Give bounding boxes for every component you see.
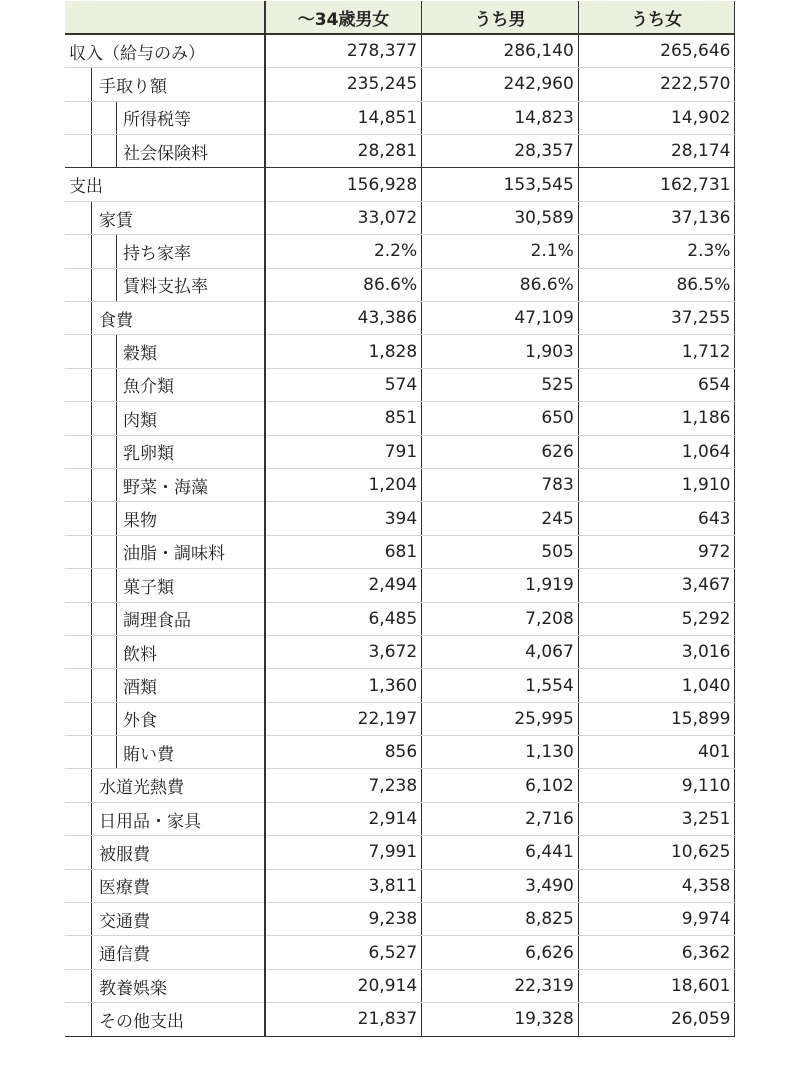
group-guide-line [91,769,92,802]
table-row [65,569,735,602]
value-cell-total[interactable]: 681 [265,535,422,568]
value-cell-female[interactable]: 14,902 [578,101,735,134]
row-label-cell[interactable] [65,669,265,702]
row-label: 日用品・家具 [99,811,201,832]
value-cell-female[interactable]: 643 [578,502,735,535]
table-row [65,936,735,969]
table-row [65,268,735,301]
group-guide-line [91,736,92,769]
value-cell-male[interactable]: 650 [422,402,579,435]
value-cell-female[interactable]: 1,040 [578,669,735,702]
value-cell-male[interactable]: 626 [422,435,579,468]
table-row [65,535,735,568]
value-cell-male[interactable]: 4,067 [422,635,579,668]
row-label-cell[interactable] [65,635,265,668]
value-cell-male[interactable]: 286,140 [422,34,579,67]
group-guide-line [91,903,92,936]
table-row [65,468,735,501]
value-cell-total[interactable]: 1,828 [265,335,422,368]
spreadsheet [65,1,735,1037]
value-cell-female[interactable]: 3,467 [578,569,735,602]
row-label: 教養娯楽 [99,978,167,999]
row-label-cell[interactable] [65,335,265,368]
value-cell-female[interactable]: 972 [578,535,735,568]
value-cell-total[interactable]: 851 [265,402,422,435]
header-row [65,1,735,34]
table-row [65,1003,735,1036]
value-cell-male[interactable]: 25,995 [422,702,579,735]
table-row [65,669,735,702]
table-row [65,168,735,201]
header-male[interactable]: うち男 [422,1,579,34]
value-cell-male[interactable]: 783 [422,468,579,501]
subgroup-guide-line [116,703,117,736]
row-label-cell[interactable] [65,201,265,234]
value-cell-total[interactable]: 14,851 [265,101,422,134]
value-cell-male[interactable]: 22,319 [422,969,579,1002]
row-label-cell[interactable] [65,168,265,201]
value-cell-female[interactable]: 26,059 [578,1003,735,1036]
row-label-cell[interactable] [65,101,265,134]
row-label-cell[interactable] [65,368,265,401]
value-cell-total[interactable]: 1,360 [265,669,422,702]
value-cell-total[interactable]: 1,204 [265,468,422,501]
value-cell-female[interactable]: 222,570 [578,68,735,101]
row-label-cell[interactable] [65,68,265,101]
value-cell-total[interactable]: 394 [265,502,422,535]
subgroup-guide-line [116,436,117,469]
value-cell-female[interactable]: 37,136 [578,201,735,234]
subgroup-guide-line [116,502,117,535]
value-cell-total[interactable]: 574 [265,368,422,401]
subgroup-guide-line [116,736,117,769]
group-guide-line [91,235,92,268]
subgroup-guide-line [116,135,117,168]
table-row [65,502,735,535]
group-guide-line [91,703,92,736]
group-guide-line [91,970,92,1003]
row-label-cell[interactable] [65,969,265,1002]
value-cell-total[interactable]: 20,914 [265,969,422,1002]
value-cell-female[interactable]: 9,974 [578,903,735,936]
value-cell-female[interactable]: 3,016 [578,635,735,668]
header-corner-cell[interactable] [65,1,265,34]
group-guide-line [91,502,92,535]
value-cell-male[interactable]: 525 [422,368,579,401]
value-cell-total[interactable]: 3,672 [265,635,422,668]
value-cell-total[interactable]: 21,837 [265,1003,422,1036]
value-cell-total[interactable]: 2,494 [265,569,422,602]
row-label: 所得税等 [123,110,191,131]
value-cell-total[interactable]: 86.6% [265,268,422,301]
value-cell-male[interactable]: 1,130 [422,736,579,769]
value-cell-total[interactable]: 2.2% [265,235,422,268]
value-cell-total[interactable]: 7,991 [265,836,422,869]
subgroup-guide-line [116,669,117,702]
header-female[interactable]: うち女 [578,1,735,34]
table-row [65,635,735,668]
row-label: 酒類 [123,678,157,698]
table-row [65,335,735,368]
value-cell-total[interactable]: 9,238 [265,903,422,936]
row-label-cell[interactable] [65,836,265,869]
value-cell-male[interactable]: 19,328 [422,1003,579,1036]
row-label-cell[interactable] [65,34,265,67]
subgroup-guide-line [116,102,117,135]
row-label: 賃料支払率 [123,277,208,298]
row-label-cell[interactable] [65,268,265,301]
subgroup-guide-line [116,536,117,569]
table-row [65,101,735,134]
value-cell-male[interactable]: 7,208 [422,602,579,635]
row-label-cell[interactable] [65,468,265,501]
value-cell-female[interactable]: 3,251 [578,802,735,835]
table-row [65,34,735,67]
row-label: 社会保険料 [123,143,208,164]
value-cell-male[interactable]: 28,357 [422,135,579,168]
row-label: 菓子類 [123,577,174,598]
group-guide-line [91,1003,92,1036]
row-label: 肉類 [123,410,157,431]
value-cell-male[interactable]: 1,919 [422,569,579,602]
value-cell-total[interactable]: 235,245 [265,68,422,101]
subgroup-guide-line [116,235,117,268]
value-cell-female[interactable]: 6,362 [578,936,735,969]
subgroup-guide-line [116,603,117,636]
row-label-cell[interactable] [65,736,265,769]
value-cell-total[interactable]: 156,928 [265,168,422,201]
row-label-cell[interactable] [65,535,265,568]
value-cell-total[interactable]: 3,811 [265,869,422,902]
value-cell-male[interactable]: 30,589 [422,201,579,234]
group-guide-line [91,803,92,836]
value-cell-female[interactable]: 4,358 [578,869,735,902]
group-guide-line [91,436,92,469]
value-cell-male[interactable]: 3,490 [422,869,579,902]
value-cell-total[interactable]: 28,281 [265,135,422,168]
table-row [65,836,735,869]
table-row [65,68,735,101]
value-cell-female[interactable]: 5,292 [578,602,735,635]
table-row [65,602,735,635]
group-guide-line [91,202,92,235]
value-cell-total[interactable]: 22,197 [265,702,422,735]
row-label: 飲料 [123,644,157,665]
group-guide-line [91,936,92,969]
row-label-cell[interactable] [65,702,265,735]
value-cell-total[interactable]: 278,377 [265,34,422,67]
row-label: 医療費 [99,878,150,899]
group-guide-line [91,870,92,903]
row-label: 通信費 [99,945,150,966]
row-label-cell[interactable] [65,1003,265,1036]
value-cell-female[interactable]: 15,899 [578,702,735,735]
row-label-cell[interactable] [65,869,265,902]
value-cell-male[interactable]: 47,109 [422,302,579,335]
row-label: 家賃 [99,210,133,231]
value-cell-total[interactable]: 7,238 [265,769,422,802]
group-guide-line [91,636,92,669]
row-label-cell[interactable] [65,135,265,168]
value-cell-female[interactable]: 86.5% [578,268,735,301]
table-row [65,969,735,1002]
group-guide-line [91,836,92,869]
subgroup-guide-line [116,469,117,502]
group-guide-line [91,68,92,101]
row-label-cell[interactable] [65,402,265,435]
group-guide-line [91,369,92,402]
value-cell-male[interactable]: 242,960 [422,68,579,101]
subgroup-guide-line [116,636,117,669]
group-guide-line [91,536,92,569]
subgroup-guide-line [116,402,117,435]
value-cell-male[interactable]: 1,903 [422,335,579,368]
group-guide-line [91,569,92,602]
row-label: 手取り額 [99,76,167,97]
value-cell-total[interactable]: 791 [265,435,422,468]
budget-table [65,1,735,1037]
table-row [65,769,735,802]
group-guide-line [91,469,92,502]
row-label: その他支出 [99,1011,184,1032]
row-label-cell[interactable] [65,802,265,835]
table-row [65,235,735,268]
row-label: 収入（給与のみ） [69,43,205,64]
row-label: 食費 [99,310,133,331]
row-label-cell[interactable] [65,602,265,635]
value-cell-female[interactable]: 37,255 [578,302,735,335]
value-cell-male[interactable]: 6,441 [422,836,579,869]
row-label-cell[interactable] [65,502,265,535]
row-label: 支出 [69,177,103,198]
value-cell-female[interactable]: 2.3% [578,235,735,268]
value-cell-total[interactable]: 2,914 [265,802,422,835]
value-cell-female[interactable]: 162,731 [578,168,735,201]
value-cell-female[interactable]: 9,110 [578,769,735,802]
table-row [65,135,735,168]
table-row [65,903,735,936]
group-guide-line [91,669,92,702]
value-cell-male[interactable]: 6,626 [422,936,579,969]
row-label: 穀類 [123,344,157,365]
value-cell-male[interactable]: 153,545 [422,168,579,201]
group-guide-line [91,102,92,135]
value-cell-total[interactable]: 6,527 [265,936,422,969]
value-cell-female[interactable]: 1,186 [578,402,735,435]
value-cell-male[interactable]: 2,716 [422,802,579,835]
row-label-cell[interactable] [65,235,265,268]
row-label: 果物 [123,511,157,532]
value-cell-female[interactable]: 28,174 [578,135,735,168]
value-cell-male[interactable]: 8,825 [422,903,579,936]
value-cell-female[interactable]: 1,910 [578,468,735,501]
value-cell-total[interactable]: 33,072 [265,201,422,234]
table-row [65,201,735,234]
group-guide-line [91,135,92,168]
value-cell-female[interactable]: 654 [578,368,735,401]
group-guide-line [91,335,92,368]
row-label-cell[interactable] [65,435,265,468]
row-label-cell[interactable] [65,936,265,969]
value-cell-female[interactable]: 10,625 [578,836,735,869]
row-label-cell[interactable] [65,903,265,936]
row-label: 外食 [123,711,157,732]
group-guide-line [91,302,92,335]
table-row [65,435,735,468]
subgroup-guide-line [116,369,117,402]
row-label: 交通費 [99,911,150,932]
row-label: 乳卵類 [123,444,174,465]
row-label-cell[interactable] [65,569,265,602]
table-row [65,368,735,401]
table-row [65,736,735,769]
value-cell-total[interactable]: 856 [265,736,422,769]
table-row [65,802,735,835]
row-label: 賄い費 [123,744,174,765]
row-label: 持ち家率 [123,243,191,264]
value-cell-total[interactable]: 43,386 [265,302,422,335]
row-label: 油脂・調味料 [123,544,225,565]
subgroup-guide-line [116,569,117,602]
row-label: 野菜・海藻 [123,477,208,498]
subgroup-guide-line [116,335,117,368]
value-cell-male[interactable]: 6,102 [422,769,579,802]
group-guide-line [91,402,92,435]
value-cell-female[interactable]: 1,064 [578,435,735,468]
row-label-cell[interactable] [65,302,265,335]
table-row [65,402,735,435]
value-cell-female[interactable]: 265,646 [578,34,735,67]
value-cell-male[interactable]: 2.1% [422,235,579,268]
row-label-cell[interactable] [65,769,265,802]
value-cell-male[interactable]: 505 [422,535,579,568]
table-row [65,302,735,335]
value-cell-female[interactable]: 18,601 [578,969,735,1002]
group-guide-line [91,269,92,302]
row-label: 被服費 [99,844,150,865]
header-total[interactable]: 〜34歳男女 [265,1,422,34]
group-guide-line [91,603,92,636]
row-label: 水道光熱費 [99,778,184,799]
value-cell-female[interactable]: 401 [578,736,735,769]
table-body [65,34,735,1036]
table-row [65,702,735,735]
value-cell-total[interactable]: 6,485 [265,602,422,635]
row-label: 魚介類 [123,377,174,398]
subgroup-guide-line [116,269,117,302]
value-cell-male[interactable]: 14,823 [422,101,579,134]
value-cell-female[interactable]: 1,712 [578,335,735,368]
value-cell-male[interactable]: 1,554 [422,669,579,702]
value-cell-male[interactable]: 245 [422,502,579,535]
row-label: 調理食品 [123,611,191,632]
value-cell-male[interactable]: 86.6% [422,268,579,301]
table-row [65,869,735,902]
